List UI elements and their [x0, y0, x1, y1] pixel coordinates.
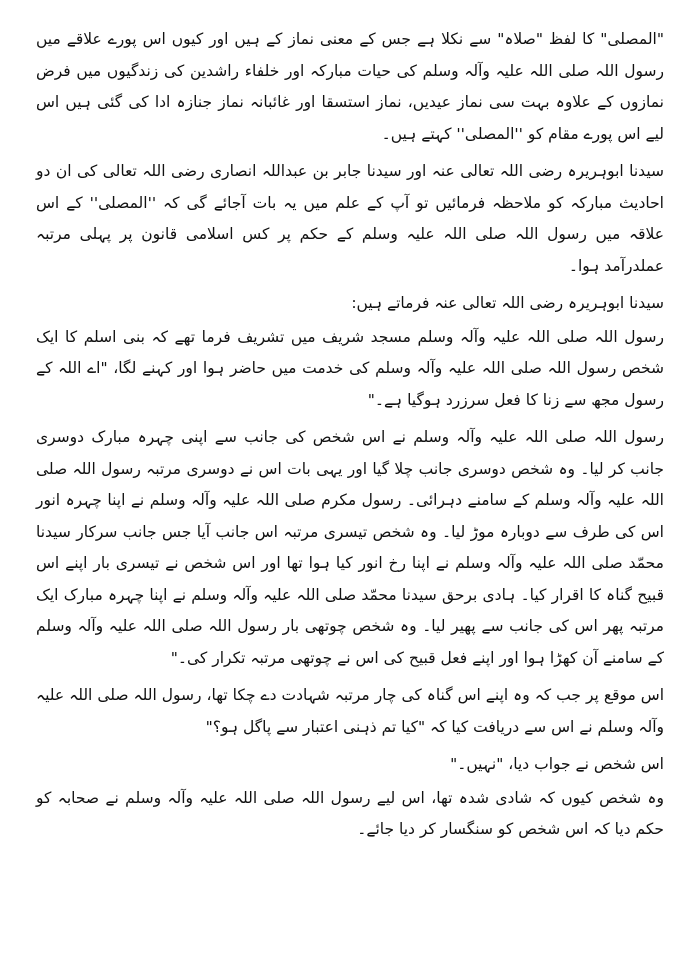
paragraph-narrator-attribution: سیدنا ابوہریرہ رضی اللہ تعالی عنہ فرماتے ہیں: — [351, 294, 664, 312]
paragraph-hadith-introduction: سیدنا ابوہریرہ رضی اللہ تعالی عنہ اور سیدنا جابر بن عبداللہ انصاری رضی اللہ تعالی کی ان دو احادیث مبارکہ کو ملاحظہ فرمائیں تو آپ کے علم میں یہ بات آجائے گی کہ ''المصلی'' کے اس علاقہ میں رسول اللہ صلی اللہ علیہ وسلم کے حکم پر کس اسلامی قانون پر پہلی مرتبہ عملدرآمد ہوا۔ — [36, 162, 664, 275]
paragraph-hadith-ruling: وہ شخص کیوں کہ شادی شدہ تھا، اس لیے رسول اللہ صلی اللہ علیہ وآلہ وسلم نے صحابہ کو حکم دیا کہ اس شخص کو سنگسار کر دیا جائے۔ — [36, 788, 664, 838]
paragraph-hadith-question: اس موقع پر جب کہ وہ اپنے اس گناہ کی چار مرتبہ شہادت دے چکا تھا، رسول اللہ صلی اللہ علیہ وآلہ وسلم نے اس سے دریافت کیا کہ "کیا تم ذہنی اعتبار سے پاگل ہو؟" — [36, 686, 664, 736]
paragraph-hadith-confession: رسول اللہ صلی اللہ علیہ وآلہ وسلم نے اس شخص کی جانب سے اپنی چہرہ مبارک دوسری جانب کر لیا۔ وہ شخص دوسری جانب چلا گیا اور یہی بات اس نے دوسری مرتبہ رسول اللہ صلی اللہ علیہ وآلہ وسلم کے سامنے دہرائی۔ رسول مکرم صلی اللہ علیہ وآلہ وسلم نے اپنا چہرہ انور اس کی طرف سے دوبارہ موڑ لیا۔ وہ شخص تیسری مرتبہ اس جانب آیا جس جانب سرکار سیدنا محمّد صلی اللہ علیہ وآلہ وسلم نے اپنا رخ انور کیا ہوا تھا اور اس شخص نے تیسری بار اپنے اس قبیح گناہ کا اقرار کیا۔ ہادی برحق سیدنا محمّد صلی اللہ علیہ وآلہ وسلم نے اپنا چہرہ مبارک ایک مرتبہ پھر اس کی جانب سے پھیر لیا۔ وہ شخص چوتھی بار رسول اللہ صلی اللہ علیہ وآلہ وسلم کے سامنے آن کھڑا ہوا اور اپنے فعل قبیح کی اس نے چوتھی مرتبہ تکرار کی۔" — [36, 428, 664, 667]
paragraph-almusalla-definition: "المصلی" کا لفظ "صلاہ" سے نکلا ہے جس کے معنی نماز کے ہیں اور کیوں اس پورے علاقے میں رسول اللہ صلی اللہ علیہ وآلہ وسلم کی حیات مبارکہ اور خلفاء راشدین کی زندگیوں میں فرض نمازوں کے علاوہ بہت سی نماز عیدیں، نماز استسقا اور غائبانہ نماز جنازہ ادا کی گئی ہیں اس لیے اس پورے مقام کو ''المصلی'' کہتے ہیں۔ — [36, 30, 664, 143]
paragraph-hadith-opening: رسول اللہ صلی اللہ علیہ وآلہ وسلم مسجد شریف میں تشریف فرما تھے کہ بنی اسلم کا ایک شخص رسول اللہ صلی اللہ علیہ وآلہ وسلم کی خدمت میں حاضر ہوا اور کہنے لگا، "اے اللہ کے رسول مجھ سے زنا کا فعل سرزرد ہوگیا ہے۔" — [36, 327, 664, 409]
paragraph-hadith-answer: اس شخص نے جواب دیا، "نہیں۔" — [450, 755, 664, 773]
